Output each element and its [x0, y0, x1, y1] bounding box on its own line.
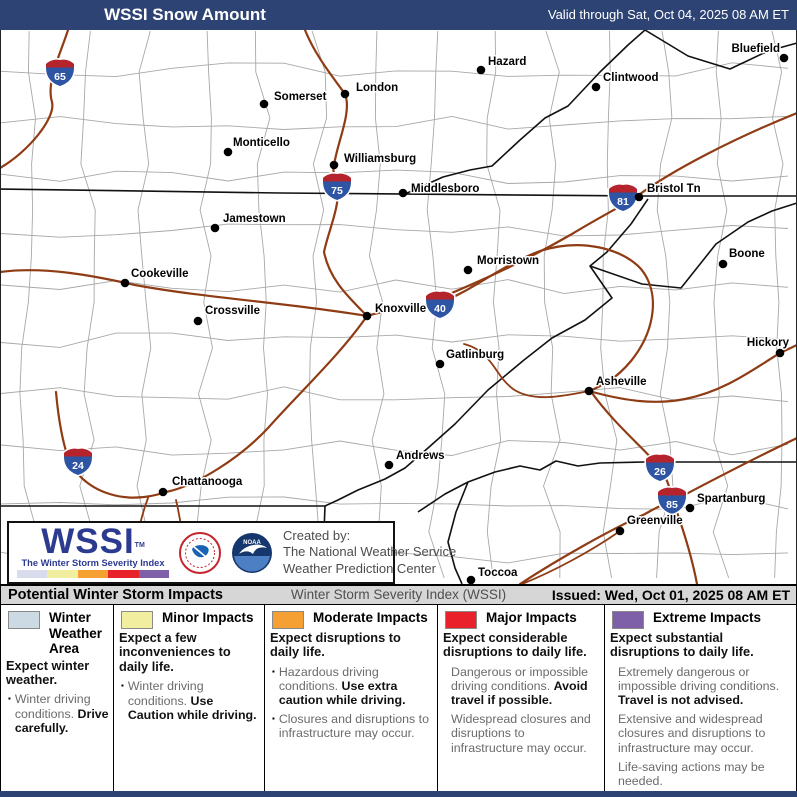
legend-item — [270, 712, 433, 740]
legend-intro: Expect considerable disruptions to daily life. — [443, 630, 587, 660]
legend-item — [6, 692, 109, 734]
created-by-line1: The National Weather Service — [283, 544, 457, 560]
header-bar — [0, 0, 797, 30]
bullet-icon: ▪ — [8, 694, 11, 704]
city-dot-knoxville — [363, 312, 372, 321]
legend-intro: Expect substantial disruptions to daily life. — [610, 630, 754, 660]
legend-item-bold-text: Use extra caution while driving. — [278, 679, 406, 708]
legend-item-text — [451, 712, 600, 754]
trademark-symbol: TM — [134, 542, 145, 550]
indent-spacer — [610, 760, 618, 788]
bullet-icon: ▪ — [121, 681, 124, 691]
severity-color-segment — [47, 570, 77, 578]
attribution-box — [7, 521, 457, 584]
impact-map — [1, 30, 796, 584]
county-line — [1, 224, 788, 237]
city-label-gatlinburg: Gatlinburg — [446, 349, 505, 361]
legend-item-text — [451, 665, 600, 707]
legend-swatch-major-impacts — [445, 611, 477, 629]
interstate-85-shield-icon — [658, 488, 686, 514]
issued-text: Issued: Wed, Oct 01, 2025 08 AM ET — [551, 587, 790, 603]
legend-intro: Expect disruptions to daily life. — [270, 630, 401, 660]
legend-item-bold-text: Drive carefully. — [14, 706, 109, 735]
county-line — [487, 31, 501, 578]
city-label-crossville: Crossville — [205, 305, 260, 317]
county-line — [310, 31, 327, 578]
svg-text:40: 40 — [434, 303, 446, 315]
city-dot-london — [341, 90, 350, 99]
legend-item-gray-text: Widespread closures and disruptions to infrastructure may occur. — [451, 712, 591, 755]
noaa-label: NOAA — [243, 539, 261, 546]
legend-item — [610, 712, 792, 754]
city-label-knoxville: Knoxville — [375, 303, 427, 315]
wssi-logo-text: WSSI — [41, 522, 135, 562]
city-label-morristown: Morristown — [477, 255, 539, 267]
legend-header — [445, 610, 600, 629]
indent-spacer — [610, 665, 618, 707]
legend-column-winter-weather-area — [1, 605, 114, 791]
svg-text:65: 65 — [54, 71, 66, 83]
interstate-24-shield-icon — [64, 449, 92, 475]
legend-column-extreme-impacts — [605, 605, 796, 791]
legend-item-text — [618, 712, 792, 754]
city-label-hazard: Hazard — [488, 56, 527, 68]
city-dot-jamestown — [211, 224, 220, 233]
legend-item — [270, 665, 433, 707]
highway-line — [56, 392, 166, 498]
city-dot-spartanburg — [686, 504, 695, 513]
city-dot-williamsburg — [330, 161, 339, 170]
city-dot-bristol-tn — [635, 193, 644, 202]
legend-item-text — [279, 712, 433, 740]
created-by-label: Created by: — [283, 528, 351, 544]
legend-item-gray-text: Life-saving actions may be needed. — [618, 759, 765, 788]
wssi-logo — [17, 522, 169, 578]
page-title: WSSI Snow Amount — [104, 5, 266, 24]
legend-item-text — [15, 692, 109, 734]
legend-item-gray-text: Extremely dangerous or impossible driving conditions. — [618, 664, 780, 694]
city-dot-cookeville — [121, 279, 130, 288]
legend-header — [612, 610, 792, 629]
legend-item-gray-text: Closures and disruptions to infrastructure may occur. — [278, 712, 429, 741]
legend-title-bar — [0, 584, 797, 605]
nws-logo-icon — [179, 532, 221, 574]
county-line — [1, 387, 788, 402]
legend-item-bold-text: Use Caution while driving. — [127, 693, 257, 722]
legend-item — [443, 712, 600, 754]
city-label-jamestown: Jamestown — [223, 213, 286, 225]
city-dot-clintwood — [592, 83, 601, 92]
city-dot-chattanooga — [159, 488, 168, 497]
valid-through-text: Valid through Sat, Oct 04, 2025 08 AM ET — [547, 7, 789, 22]
city-dot-toccoa — [467, 576, 476, 584]
city-label-bristol-tn: Bristol Tn — [647, 183, 701, 195]
city-dot-somerset — [260, 100, 269, 109]
city-label-chattanooga: Chattanooga — [172, 476, 243, 488]
city-dot-greenville — [616, 527, 625, 536]
legend-header — [272, 610, 433, 629]
legend-swatch-minor-impacts — [121, 611, 153, 629]
interstate-65-shield-icon — [46, 60, 74, 86]
legend-item — [610, 760, 792, 788]
city-label-middlesboro: Middlesboro — [411, 183, 480, 195]
wssi-tagline: The Winter Storm Severity Index — [21, 557, 165, 568]
city-label-bluefield: Bluefield — [731, 43, 780, 55]
city-label-clintwood: Clintwood — [603, 72, 659, 84]
city-dot-morristown — [464, 266, 473, 275]
legend-swatch-winter-weather-area — [8, 611, 40, 629]
county-line — [20, 31, 37, 578]
legend-bar-subtitle: Winter Storm Severity Index (WSSI) — [290, 587, 507, 602]
county-line — [1, 63, 788, 77]
legend-item-gray-text: Dangerous or impossible driving conditions. — [451, 664, 589, 694]
city-label-boone: Boone — [729, 248, 765, 260]
interstate-81-shield-icon — [609, 185, 637, 211]
city-label-hickory: Hickory — [746, 337, 789, 349]
legend-column-moderate-impacts — [265, 605, 438, 791]
legend-item-text — [279, 665, 433, 707]
severity-color-segment — [78, 570, 108, 578]
city-dot-crossville — [194, 317, 203, 326]
indent-spacer — [443, 712, 451, 754]
city-label-asheville: Asheville — [596, 376, 647, 388]
city-label-greenville: Greenville — [627, 515, 683, 527]
city-dot-andrews — [385, 461, 394, 470]
severity-color-segment — [17, 570, 47, 578]
svg-text:24: 24 — [72, 460, 84, 472]
legend-column-minor-impacts — [114, 605, 265, 791]
created-by-line2: Weather Prediction Center — [283, 560, 436, 576]
city-dot-monticello — [224, 148, 233, 157]
legend-item-text — [128, 679, 260, 721]
city-label-spartanburg: Spartanburg — [697, 493, 766, 505]
city-dot-bluefield — [780, 54, 789, 63]
legend-item — [443, 665, 600, 707]
legend-item-gray-text: Extensive and widespread closures and disruptions to infrastructure may occur. — [618, 712, 766, 755]
legend-title-minor-impacts: Minor Impacts — [162, 610, 254, 625]
legend-item-text — [618, 665, 792, 707]
legend-column-major-impacts — [438, 605, 605, 791]
indent-spacer — [610, 712, 618, 754]
legend-item-gray-text: Winter driving conditions. — [14, 692, 91, 721]
legend-item-gray-text: Hazardous driving conditions. — [278, 664, 379, 694]
county-line — [80, 31, 97, 578]
legend-swatch-extreme-impacts — [612, 611, 644, 629]
svg-text:26: 26 — [654, 466, 666, 478]
created-by-block — [283, 528, 456, 577]
legend-bar-title: Potential Winter Storm Impacts — [8, 587, 223, 603]
legend-item-text — [618, 760, 792, 788]
city-label-toccoa: Toccoa — [478, 567, 518, 579]
state-border-line — [590, 203, 796, 288]
map-area — [0, 30, 797, 584]
legend-item-bold-text: Avoid travel if possible. — [451, 679, 588, 708]
wssi-severity-colorbar — [17, 570, 169, 578]
city-label-monticello: Monticello — [233, 137, 290, 149]
legend-intro: Expect winter weather. — [6, 657, 90, 687]
legend-title-major-impacts: Major Impacts — [486, 610, 577, 625]
city-label-london: London — [356, 82, 399, 94]
city-dot-boone — [719, 260, 728, 269]
severity-color-segment — [108, 570, 138, 578]
legend-title-winter-weather-area: Winter Weather Area — [49, 610, 103, 657]
legend-header — [121, 610, 260, 629]
interstate-26-shield-icon — [646, 455, 674, 481]
county-line — [772, 31, 783, 578]
legend-intro: Expect a few inconveniences to daily life. — [119, 630, 231, 674]
county-line — [544, 31, 561, 578]
legend-title-extreme-impacts: Extreme Impacts — [653, 610, 762, 625]
city-dot-asheville — [585, 387, 594, 396]
legend-title-moderate-impacts: Moderate Impacts — [313, 610, 428, 625]
svg-text:81: 81 — [617, 196, 629, 208]
county-line — [1, 170, 788, 183]
interstate-75-shield-icon — [323, 174, 351, 200]
legend-item-gray-text: Winter driving conditions. — [127, 679, 204, 708]
city-dot-hickory — [776, 349, 785, 358]
bottom-strip — [0, 791, 797, 797]
highway-line — [1, 30, 68, 168]
severity-color-segment — [139, 570, 169, 578]
city-label-somerset: Somerset — [274, 91, 327, 103]
legend-swatch-moderate-impacts — [272, 611, 304, 629]
city-dot-hazard — [477, 66, 486, 75]
interstate-40-shield-icon — [426, 292, 454, 318]
city-label-williamsburg: Williamsburg — [344, 153, 417, 165]
noaa-logo-icon — [231, 532, 273, 574]
city-label-cookeville: Cookeville — [131, 268, 189, 280]
bullet-icon: ▪ — [272, 666, 275, 676]
legend-header — [8, 610, 109, 657]
indent-spacer — [443, 665, 451, 707]
legend-item-bold-text: Travel is not advised. — [618, 693, 744, 708]
city-dot-middlesboro — [399, 189, 408, 198]
bullet-icon: ▪ — [272, 714, 275, 724]
legend-item — [610, 665, 792, 707]
svg-text:85: 85 — [666, 499, 678, 511]
legend-item — [119, 679, 260, 721]
county-line — [1, 333, 788, 347]
city-label-andrews: Andrews — [396, 450, 445, 462]
impact-legend — [0, 605, 797, 791]
city-dot-gatlinburg — [436, 360, 445, 369]
svg-text:75: 75 — [331, 185, 343, 197]
